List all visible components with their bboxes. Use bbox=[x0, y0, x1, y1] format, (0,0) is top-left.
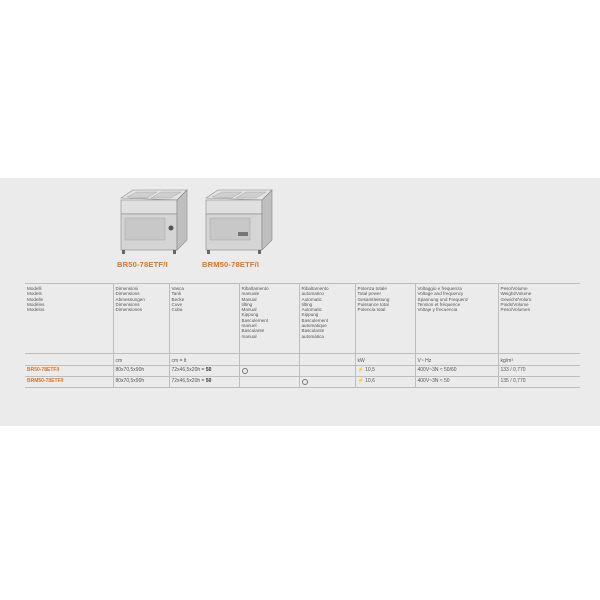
power-value: ⚡ 10,6 bbox=[355, 377, 415, 388]
unit-cell: cm bbox=[113, 354, 169, 366]
weight-value: 133 / 0,770 bbox=[498, 366, 580, 377]
unit-cell: kW bbox=[355, 354, 415, 366]
spec-table bbox=[25, 283, 580, 388]
dimensions-value: 80x70,5x90h bbox=[113, 377, 169, 388]
header-automatic-tilting: Ribaltamento automatico Automatic tilting Automatic Kippung Basculement automatique Basculante automática bbox=[299, 284, 355, 354]
dimensions-value: 80x70,5x90h bbox=[113, 366, 169, 377]
header-dimensions: Dimensioni Dimensions Abmessungen Dimensions Dimensiones bbox=[113, 284, 169, 354]
header-models: Modelli Models Modelle Modèles Modelos bbox=[25, 284, 113, 354]
model-name: BR50-78ETF/I bbox=[25, 366, 113, 377]
header-total-power: Potenza totale Total power Gesamtleistung Puissance total Potencia total bbox=[355, 284, 415, 354]
header-tank: Vasca Tank Becke Cuve Cuba bbox=[169, 284, 239, 354]
header-voltage: Voltaggio e frequenza Voltage and frequency Spannung und Frequenz Tension et fréquence Voltaje y frecuencia bbox=[415, 284, 498, 354]
header-weight-volume: Peso/Volume Weight/Volume Gewicht/Volum. Poids/Volume Peso/Volumen bbox=[498, 284, 580, 354]
unit-cell: kg/m³ bbox=[498, 354, 580, 366]
feature-dot-icon bbox=[242, 368, 248, 374]
voltage-value: 400V~3N ≈ 50/60 bbox=[415, 366, 498, 377]
table-row bbox=[25, 366, 580, 377]
product-image-br50 bbox=[113, 188, 191, 256]
unit-cell bbox=[25, 354, 113, 366]
power-value: ⚡ 10,5 bbox=[355, 366, 415, 377]
product-caption-brm50: BRM50-78ETF/I bbox=[202, 260, 260, 269]
table-row bbox=[25, 377, 580, 388]
header-manual-tilting: Ribaltamento manuale Manual tilting Manual Kippung Basculement manuel Basculante manual bbox=[239, 284, 299, 354]
units-row bbox=[25, 354, 580, 366]
lightning-icon: ⚡ bbox=[357, 378, 364, 385]
product-caption-br50: BR50-78ETF/I bbox=[117, 260, 168, 269]
unit-cell: V~ Hz bbox=[415, 354, 498, 366]
unit-cell bbox=[239, 354, 299, 366]
unit-cell: cm = lt bbox=[169, 354, 239, 366]
header-row bbox=[25, 284, 580, 354]
manual-tilting-value bbox=[239, 377, 299, 388]
manual-tilting-value bbox=[239, 366, 299, 377]
lightning-icon: ⚡ bbox=[357, 367, 364, 374]
tank-value: 72x46,5x20h = 50 bbox=[169, 366, 239, 377]
model-name: BRM50-78ETF/I bbox=[25, 377, 113, 388]
automatic-tilting-value bbox=[299, 366, 355, 377]
weight-value: 135 / 0,770 bbox=[498, 377, 580, 388]
product-image-brm50 bbox=[198, 188, 276, 256]
automatic-tilting-value bbox=[299, 377, 355, 388]
unit-cell bbox=[299, 354, 355, 366]
feature-dot-icon bbox=[302, 379, 308, 385]
voltage-value: 400V~3N ≈ 50 bbox=[415, 377, 498, 388]
tank-value: 72x46,5x20h = 50 bbox=[169, 377, 239, 388]
